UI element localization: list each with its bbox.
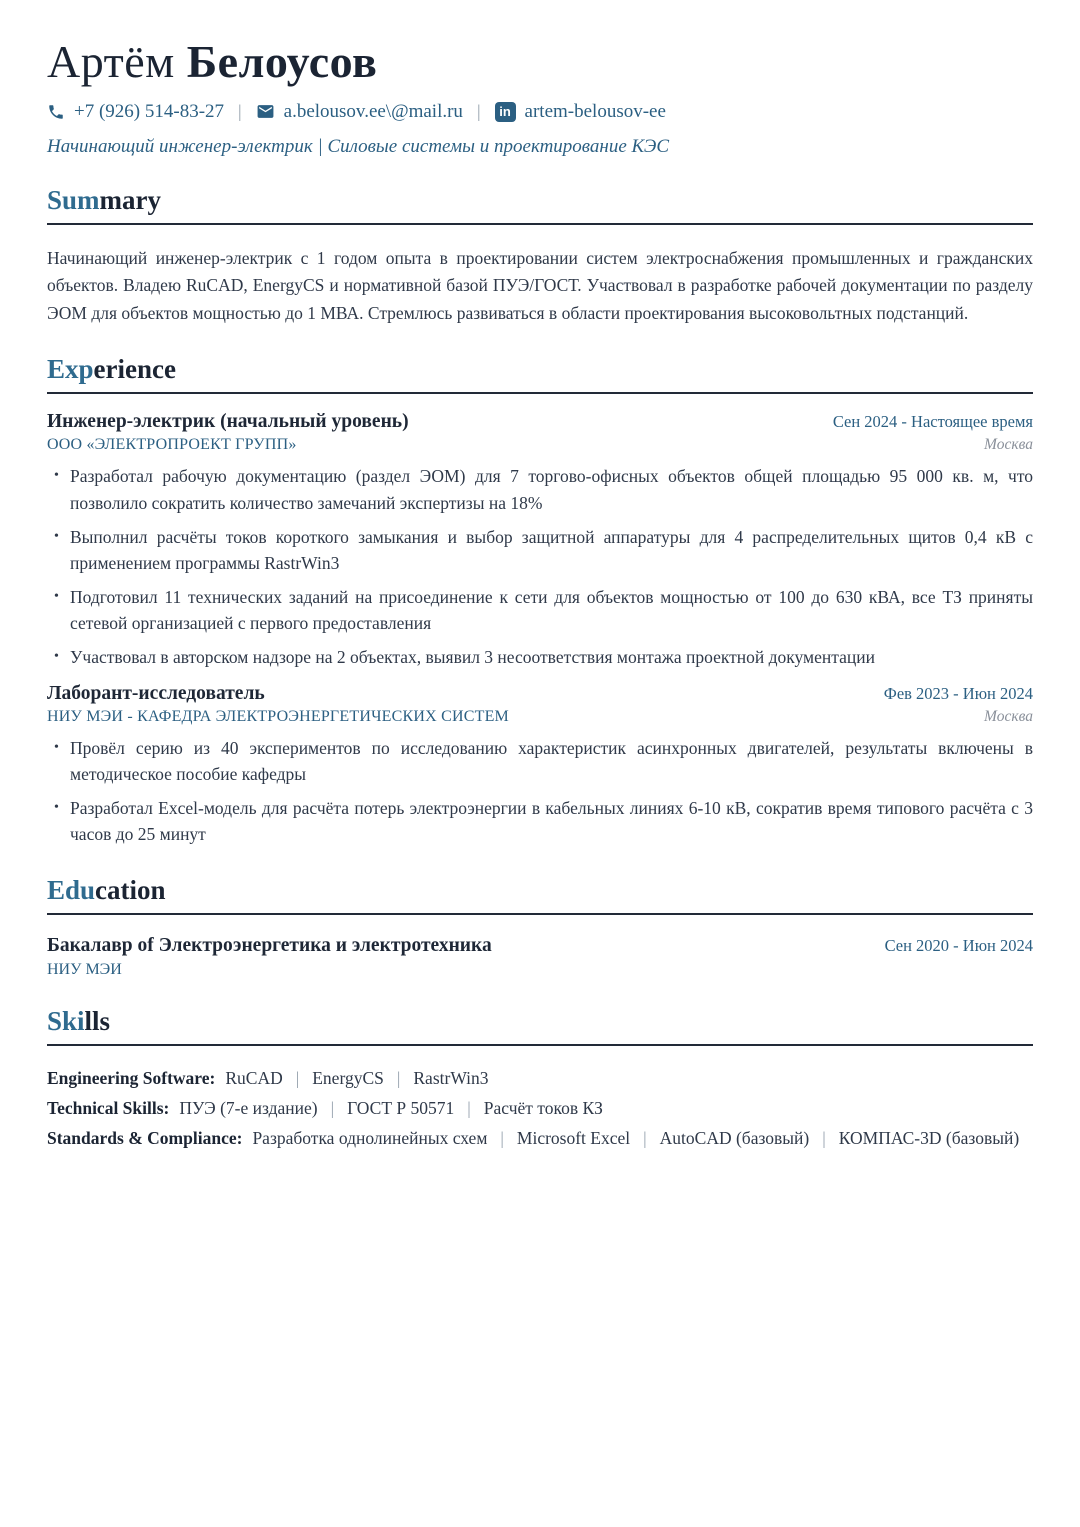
bullet-item [47,463,1033,516]
skill-row [47,1126,1033,1151]
skill-item: Расчёт токов КЗ [483,1097,603,1118]
skill-item: AutoCAD (базовый) [659,1127,810,1148]
skill-label: Engineering Software: [47,1067,216,1088]
school: НИУ МЭИ [47,960,122,978]
bullet-text: Разработал рабочую документацию (раздел ЭОМ) для 7 торгово-офисных объектов общей площадью 95 000 кв. м, что позволило сократить количество замечаний экспертизы на 18% [70,466,1033,514]
bullet-marker: • [54,739,59,755]
section-heading-education [47,875,1033,915]
contact-separator: | [476,101,481,122]
linkedin-handle: artem-belousov-ee [524,100,666,122]
job-subheader [47,436,1033,454]
phone-link[interactable] [47,101,224,123]
job-location: Москва [984,436,1033,454]
bullet-marker: • [54,799,59,815]
bullet-item [47,644,1033,671]
skill-label: Technical Skills: [47,1097,170,1118]
job-subheader [47,708,1033,726]
bullet-text: Провёл серию из 40 экспериментов по исследованию характеристик асинхронных двигателей, результаты включены в методическое пособие кафедры [70,737,1033,785]
section-heading-skills [47,1006,1033,1046]
skill-row [47,1066,1033,1091]
bullet-item [47,735,1033,788]
skill-separator: | [396,1067,401,1088]
skill-item: Microsoft Excel [516,1127,631,1148]
linkedin-link[interactable] [495,101,666,123]
heading-accent: Edu [47,874,96,905]
job-dates: Фев 2023 - Июн 2024 [883,683,1033,703]
email-address: a.belousov.ee\@mail.ru [283,100,463,122]
job-title: Инженер-электрик (начальный уровень) [47,411,409,433]
skill-separator: | [330,1097,335,1118]
skill-separator: | [643,1127,647,1148]
contact-separator: | [238,101,242,122]
job-bullets [47,463,1033,670]
phone-icon [47,103,65,121]
heading-accent: Exp [47,354,94,385]
skill-separator: | [295,1067,300,1088]
contact-row [47,101,1033,123]
skill-label: Standards & Compliance: [47,1127,243,1148]
skill-item: EnergyCS [312,1067,384,1088]
skill-item: RastrWin3 [413,1067,489,1088]
skill-item: КОМПАС-3D (базовый) [838,1127,1020,1148]
skill-separator: | [500,1127,504,1148]
job-bullets [47,735,1033,848]
degree: Бакалавр of Электроэнергетика и электротехника [47,934,492,956]
bullet-marker: • [54,649,59,664]
bullet-item [47,795,1033,848]
job-entry [47,683,1033,848]
skill-separator: | [822,1127,826,1148]
heading-rest: lls [84,1005,111,1036]
bullet-item [47,524,1033,577]
job-title: Лаборант-исследователь [47,682,265,704]
bullet-marker: • [54,528,59,544]
email-link[interactable] [256,101,463,123]
phone-number: +7 (926) 514-83-27 [74,100,225,122]
job-header [47,683,1033,705]
skill-separator: | [467,1097,471,1118]
bullet-text: Выполнил расчёты токов короткого замыкания и выбор защитной аппаратуры для 4 распределительных щитов 0,4 кВ с применением программы RastrWin3 [70,526,1033,574]
heading-accent: Sum [47,184,100,215]
bullet-text: Подготовил 11 технических заданий на присоединение к сети для объектов мощностью от 100 до 630 кВА, все ТЗ приняты сетевой организацией с первого предоставления [70,586,1033,634]
education-dates: Сен 2020 - Июн 2024 [884,935,1033,955]
heading-accent: Ski [47,1005,85,1036]
skill-item: RuCAD [225,1067,283,1088]
job-header [47,411,1033,433]
bullet-text: Участвовал в авторском надзоре на 2 объектах, выявил 3 несоответствия монтажа проектной документации [70,647,875,667]
section-heading-experience [47,354,1033,394]
heading-rest: cation [95,874,166,905]
bullet-item [47,584,1033,637]
bullet-text: Разработал Excel-модель для расчёта потерь электроэнергии в кабельных линиях 6-10 кВ, сократив время типового расчёта с 3 часов до 25 минут [70,797,1033,845]
summary-text: Начинающий инженер-электрик с 1 годом опыта в проектировании систем электроснабжения промышленных и гражданских объектов. Владею RuCAD, EnergyCS и нормативной базой ПУЭ/ГОСТ. Участвовал в разработке рабочей документации по разделу ЭОМ для объектов мощностью до 1 МВА. Стремлюсь развиваться в области проектирования высоковольтных подстанций. [47,247,1033,323]
education-header [47,935,1033,957]
section-heading-summary [47,185,1033,225]
job-dates: Сен 2024 - Настоящее время [832,412,1033,432]
envelope-icon [256,102,275,121]
tagline: Начинающий инженер-электрик | Силовые системы и проектирование КЭС [47,135,670,157]
linkedin-icon: in [495,102,516,122]
first-name: Артём [47,36,175,87]
job-company: НИУ МЭИ - КАФЕДРА ЭЛЕКТРОЭНЕРГЕТИЧЕСКИХ СИСТЕМ [47,707,509,725]
skills-block [47,1066,1033,1151]
heading-rest: mary [99,184,162,215]
heading-rest: erience [93,354,176,385]
skill-row [47,1096,1033,1121]
bullet-marker: • [54,588,59,604]
person-name [47,36,1033,88]
skill-item: ПУЭ (7-е издание) [179,1097,318,1118]
skill-item: Разработка однолинейных схем [252,1127,488,1148]
job-location: Москва [984,707,1033,725]
bullet-marker: • [54,468,59,484]
last-name: Белоусов [186,36,378,87]
skill-item: ГОСТ Р 50571 [347,1097,455,1118]
job-company: ООО «ЭЛЕКТРОПРОЕКТ ГРУПП» [47,436,297,454]
job-entry [47,411,1033,670]
